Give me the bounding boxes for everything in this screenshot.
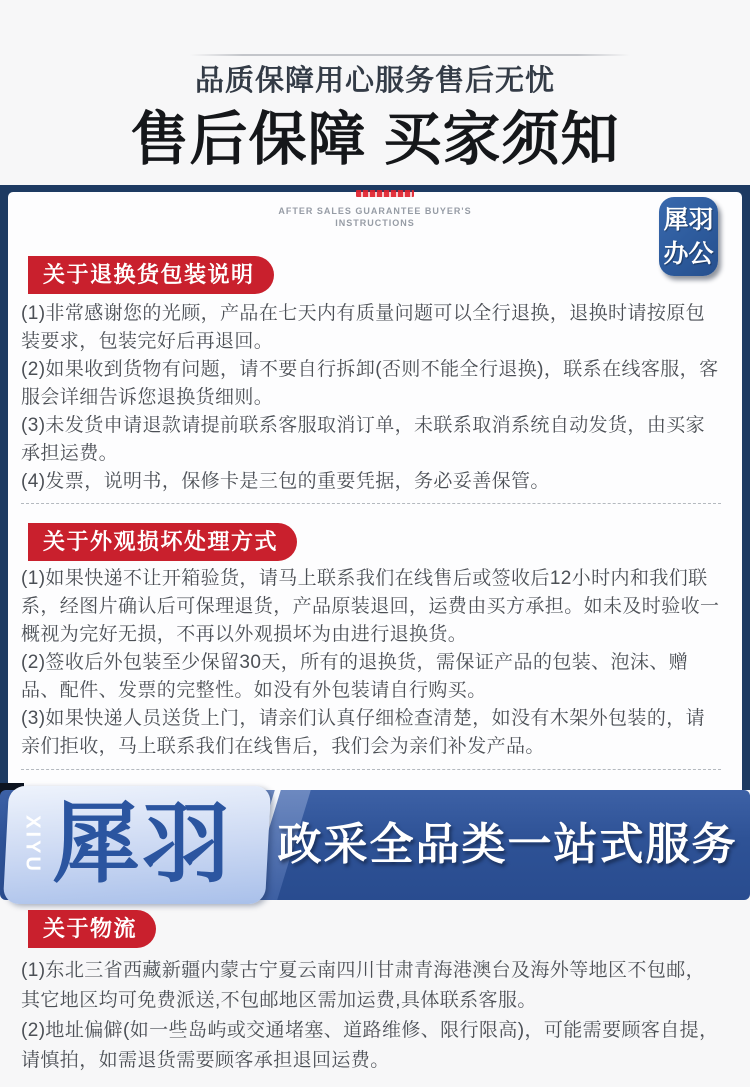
- brand-vertical-text: XIYU: [21, 815, 44, 874]
- brand-badge: [659, 197, 718, 276]
- english-caption-line2: INSTRUCTIONS: [335, 218, 415, 228]
- paragraph: (3)未发货申请退款请提前联系客服取消订单，未联系取消系统自动发货，由买家承担运费。: [21, 415, 706, 464]
- section-body-appearance-damage: [21, 565, 724, 761]
- dashed-divider: [21, 503, 721, 504]
- red-watermark: [356, 190, 414, 197]
- page-title: 售后保障 买家须知: [130, 107, 620, 172]
- paragraph: (2)如果收到货物有问题，请不要自行拆卸(否则不能全行退换)，联系在线客服，客服会详细告诉您退换货细则。: [21, 359, 719, 408]
- banner-headline: 政采全品类一站式服务: [277, 820, 738, 869]
- section-heading-appearance-damage: 关于外观损坏处理方式: [28, 523, 297, 561]
- section-heading-returns-packaging: 关于退换货包装说明: [28, 256, 274, 294]
- paragraph: (2)地址偏僻(如一些岛屿或交通堵塞、道路维修、限行限高)，可能需要顾客自提，请慎拍，如需退货需要顾客承担退回运费。: [21, 1020, 719, 1071]
- english-caption: [8, 205, 742, 229]
- section-body-logistics: [21, 956, 724, 1076]
- brand-logo-text: 犀羽: [52, 794, 233, 893]
- paragraph: (1)非常感谢您的光顾，产品在七天内有质量问题可以全行退换，退换时请按原包装要求，包装完好后再退回。: [21, 303, 706, 352]
- content-panel: [8, 192, 742, 790]
- paragraph: (3)如果快递人员送货上门，请亲们认真仔细检查清楚，如没有木架外包装的，请亲们拒收，马上联系我们在线售后，我们会为亲们补发产品。: [21, 708, 706, 757]
- dashed-divider: [21, 769, 721, 770]
- paragraph: (2)签收后外包装至少保留30天，所有的退换货，需保证产品的包装、泡沫、赠品、配件、发票的完整性。如没有外包装请自行购买。: [21, 652, 689, 701]
- section-heading-logistics: 关于物流: [28, 910, 156, 948]
- paragraph: (1)如果快递不让开箱验货，请马上联系我们在线售后或签收后12小时内和我们联系，经图片确认后可保理退货，产品原装退回，运费由买方承担。如未及时验收一概视为完好无损，不再以外观损坏为由进行退换货。: [21, 568, 720, 645]
- english-caption-line1: AFTER SALES GUARANTEE BUYER'S: [278, 206, 472, 216]
- top-divider-line: [190, 54, 630, 56]
- paragraph: (1)东北三省西藏新疆内蒙古宁夏云南四川甘肃青海港澳台及海外等地区不包邮，其它地区均可免费派送,不包邮地区需加运费,具体联系客服。: [21, 960, 706, 1011]
- brand-banner: [0, 786, 750, 904]
- brand-badge-line2: 办公: [663, 240, 714, 268]
- navy-frame: [0, 185, 750, 790]
- brand-badge-line1: 犀羽: [663, 206, 714, 234]
- page-subtitle: 品质保障用心服务售后无忧: [194, 65, 555, 97]
- paragraph: (4)发票，说明书，保修卡是三包的重要凭据，务必妥善保管。: [21, 471, 550, 492]
- section-body-returns-packaging: [21, 300, 724, 496]
